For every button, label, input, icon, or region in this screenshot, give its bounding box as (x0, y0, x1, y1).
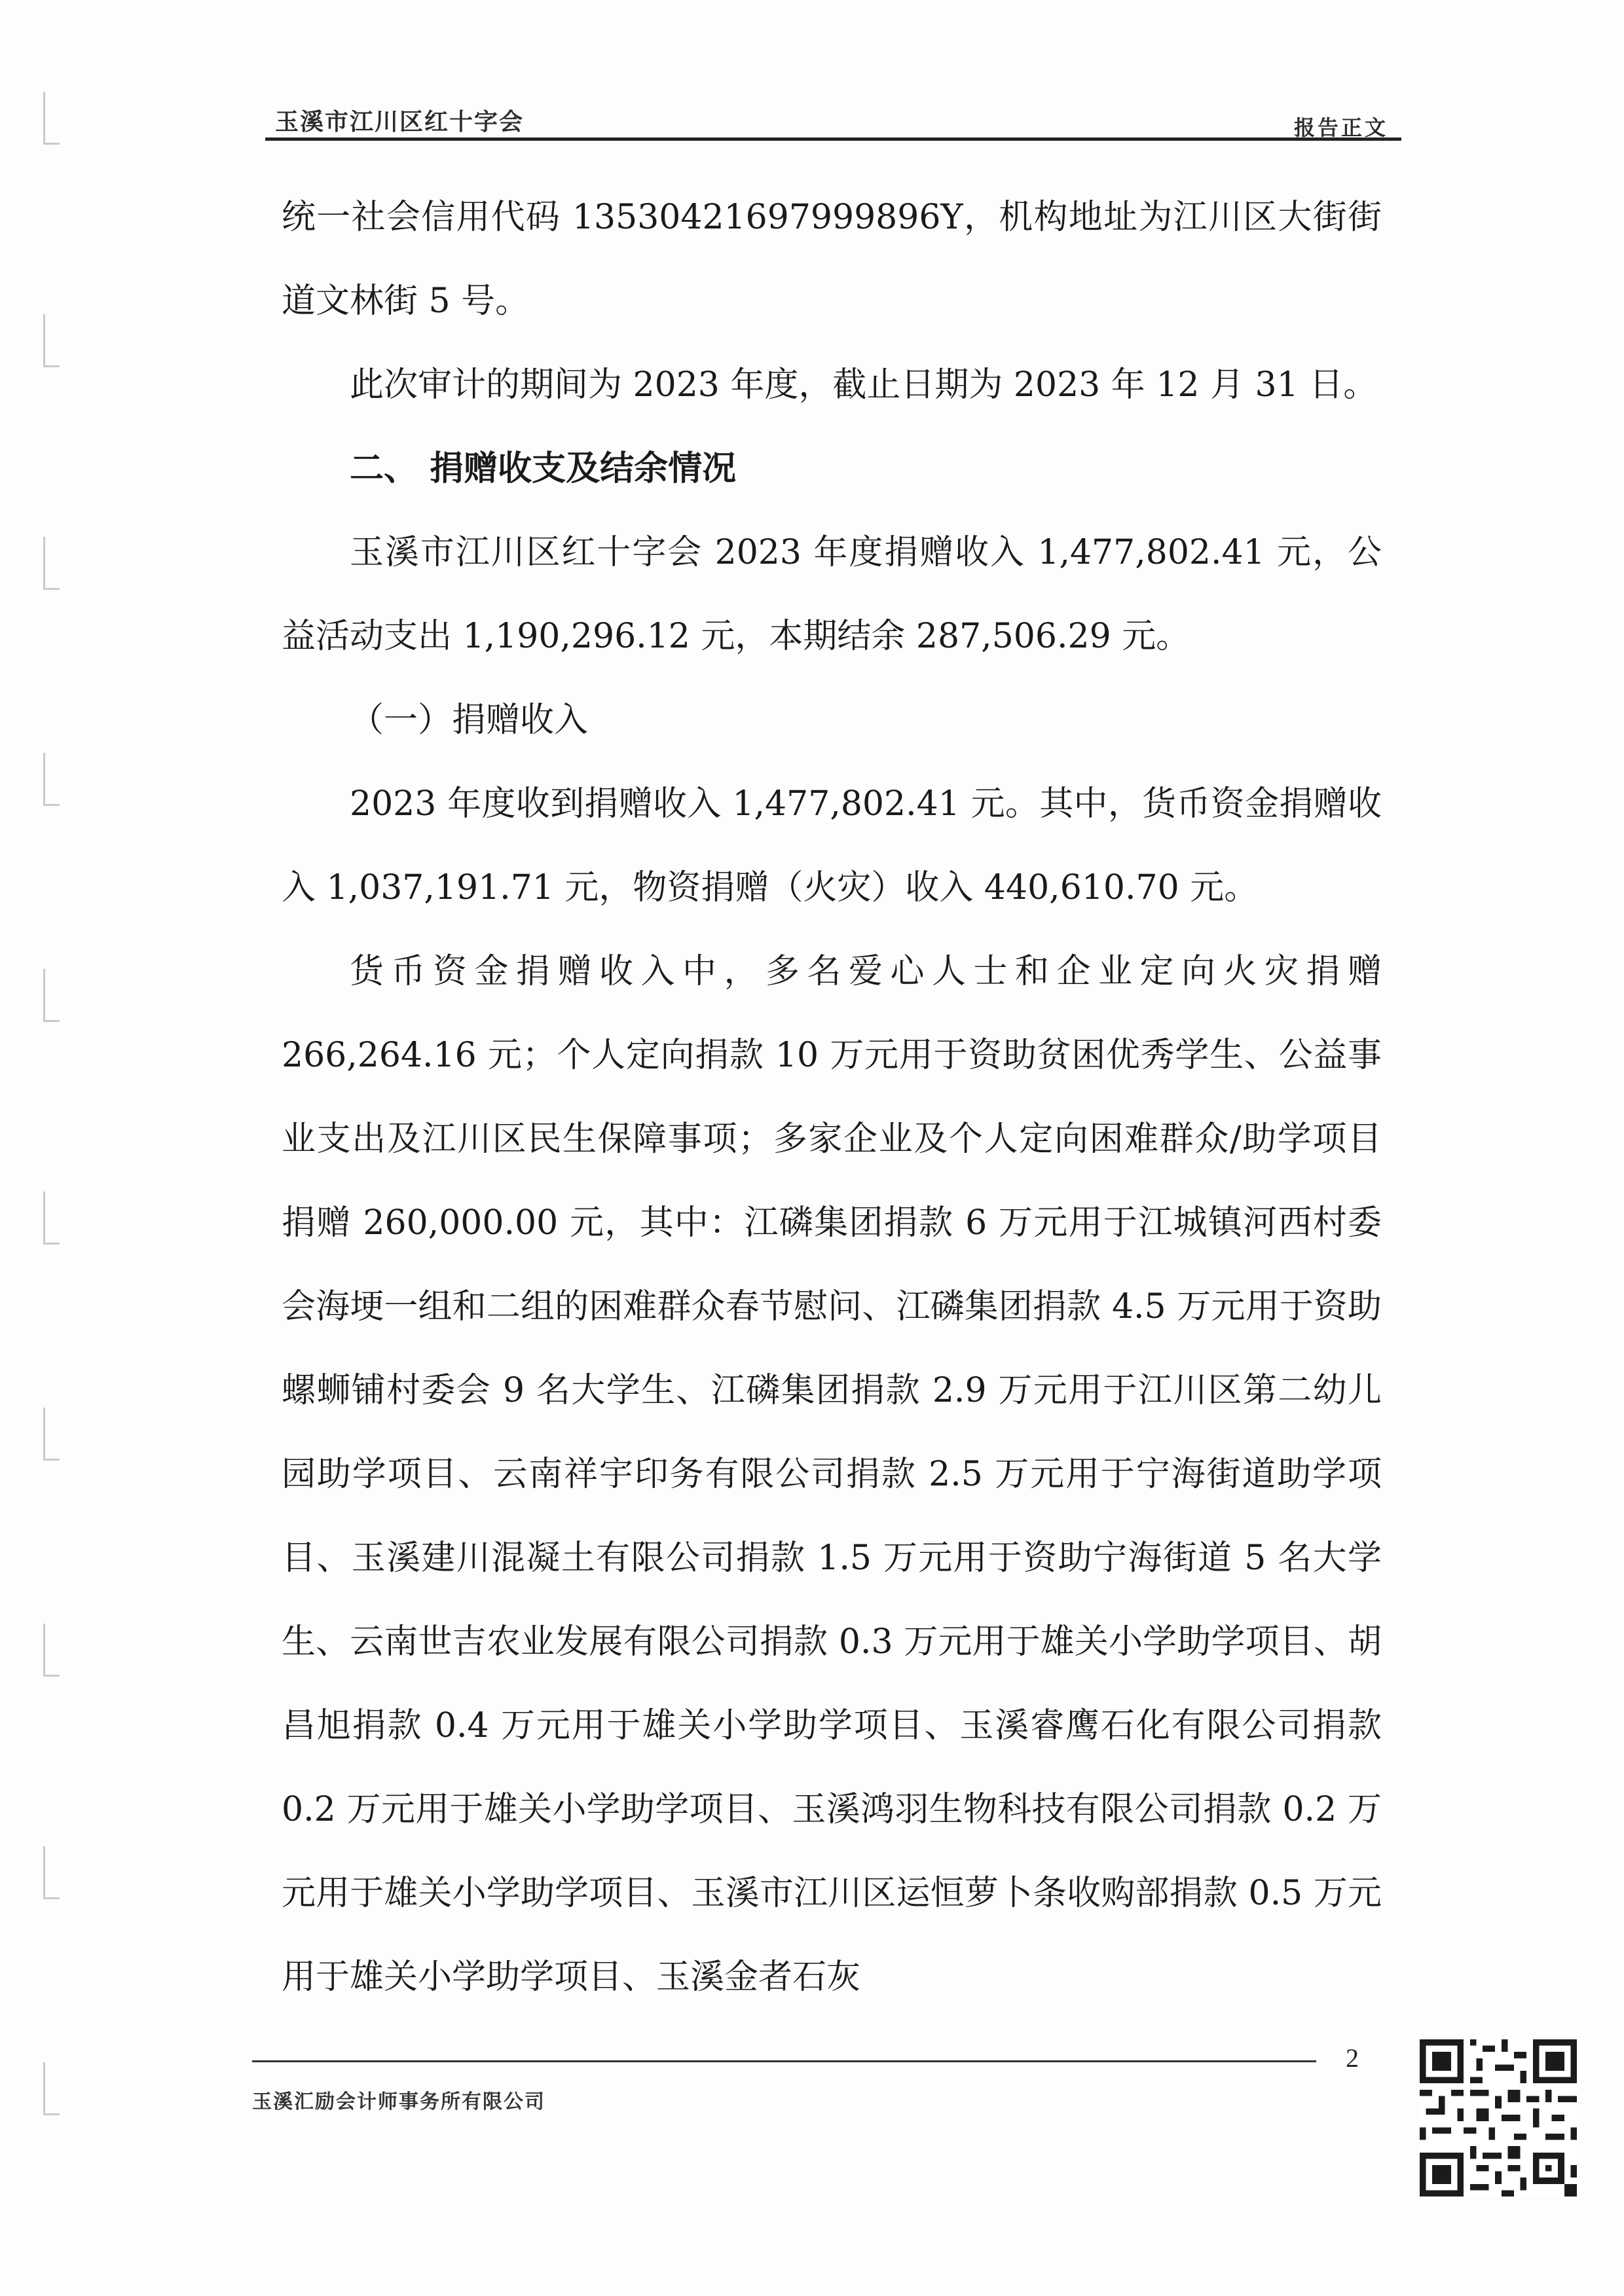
binding-mark (43, 1846, 60, 1899)
paragraph-audit-period: 此次审计的期间为 2023 年度，截止日期为 2023 年 12 月 31 日。 (350, 365, 1378, 405)
section-heading: 二、 捐赠收支及结余情况 (350, 449, 737, 488)
binding-mark (43, 537, 60, 590)
paragraph-credit-code: 统一社会信用代码 13530421697999896Y，机构地址为江川区大街街道文林街 5 号。 (282, 198, 1382, 321)
binding-mark (43, 2062, 60, 2115)
footer-rule (252, 2060, 1316, 2062)
binding-mark (43, 753, 60, 806)
binding-mark (43, 969, 60, 1022)
verification-qr-code-icon (1420, 2039, 1577, 2196)
binding-mark (43, 1408, 60, 1461)
subsection-heading: （一）捐赠收入 (350, 701, 589, 740)
binding-mark (43, 92, 60, 145)
binding-mark (43, 314, 60, 367)
body-text (282, 175, 1382, 2019)
binding-mark (43, 1624, 60, 1677)
binding-mark (43, 1192, 60, 1245)
footer-firm: 玉溪汇励会计师事务所有限公司 (252, 2090, 545, 2113)
paragraph-income: 2023 年度收到捐赠收入 1,477,802.41 元。其中，货币资金捐赠收入 1,037,191.71 元，物资捐赠（火灾）收入 440,610.70 元。 (282, 784, 1382, 907)
page-number: 2 (1346, 2043, 1359, 2073)
binding-marks (38, 92, 64, 2239)
header-section: 报告正文 (1293, 115, 1388, 140)
header-organization: 玉溪市江川区红十字会 (275, 109, 525, 136)
paragraph-donation-detail: 货币资金捐赠收入中，多名爱心人士和企业定向火灾捐赠 266,264.16 元；个人定向捐款 10 万元用于资助贫困优秀学生、公益事业支出及江川区民生保障事项；多家企业及个人定向困难群众/助学项目捐赠 260,000.00 元，其中：江磷集团捐款 6 万元用于江城镇河西村委会海埂一组和二组的困难群众春节慰问、江磷集团捐款 4.5 万元用于资助螺蛳铺村委会 9 名大学生、江磷集团捐款 2.9 万元用于江川区第二幼儿园助学项目、云南祥宇印务有限公司捐款 2.5 万元用于宁海街道助学项目、玉溪建川混凝土有限公司捐款 1.5 万元用于资助宁海街道 5 名大学生、云南世吉农业发展有限公司捐款 0.3 万元用于雄关小学助学项目、胡昌旭捐款 0.4 万元用于雄关小学助学项目、玉溪睿鹰石化有限公司捐款 0.2 万元用于雄关小学助学项目、玉溪鸿羽生物科技有限公司捐款 0.2 万元用于雄关小学助学项目、玉溪市江川区运恒萝卜条收购部捐款 0.5 万元用于雄关小学助学项目、玉溪金者石灰 (282, 952, 1382, 1997)
header-rule (265, 137, 1401, 141)
paragraph-summary: 玉溪市江川区红十字会 2023 年度捐赠收入 1,477,802.41 元，公益活动支出 1,190,296.12 元，本期结余 287,506.29 元。 (282, 533, 1382, 656)
